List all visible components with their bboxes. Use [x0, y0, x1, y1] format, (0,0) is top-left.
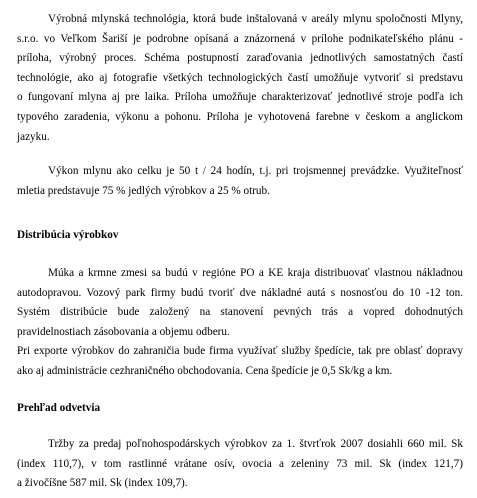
- section-heading-distribution: Distribúcia výrobkov: [17, 229, 119, 241]
- text-line: o fungovaní mlyna aj pre laika. Príloha umožňuje charakterizovať jednotlivé stroje podľa ich: [17, 91, 463, 104]
- text-line: Výrobná mlynská technológia, ktorá bude inštalovaná v areály mlynu spoločnosti Mlyny,: [48, 13, 463, 25]
- text-line: typového zaradenia, výkonu a pohonu. Príloha je vyhotovená farebne v českom a anglickom: [17, 110, 463, 123]
- text-line: a živočíšne 587 mil. Sk (index 109,7).: [17, 477, 188, 490]
- text-line: Tržby za predaj poľnohospodárskych výrobkov za 1. štvrťrok 2007 dosiahli 660 mil. Sk: [48, 438, 463, 450]
- section-heading-industry-overview: Prehľad odvetvia: [17, 402, 101, 414]
- text-line: ako aj administrácie cezhraničného obchodovania. Cena špedície je 0,5 Sk/kg a km.: [17, 364, 393, 377]
- text-line: pravidelnostiach zásobovania a objemu odberu.: [17, 325, 230, 338]
- text-line: Systém distribúcie bude založený na stanovení pevných trás a vopred dohodnutých: [17, 306, 463, 319]
- paragraph-distribution: [17, 264, 463, 382]
- paragraph-mill-output: [17, 162, 463, 201]
- text-line: autodopravou. Vozový park firmy budú tvoriť dve nákladné autá s nosnosťou do 10 -12 ton.: [17, 286, 463, 299]
- text-line: s.r.o. vo Veľkom Šariší je podrobne opísaná a znázornená v prílohe podnikateľského plánu -: [17, 32, 463, 45]
- paragraph-industry-sales: [17, 435, 463, 494]
- text-line: Výkon mlynu ako celku je 50 t / 24 hodín, t.j. pri trojsmennej prevádzke. Využiteľnosť: [48, 165, 463, 177]
- text-line: mletia predstavuje 75 % jedlých výrobkov a 25 % otrub.: [17, 184, 270, 197]
- text-line: príloha, výrobný proces. Schéma postupností zaraďovania jednotlivých samostatných častí: [17, 52, 463, 65]
- text-line: Pri exporte výrobkov do zahraničia bude firma využívať služby špedície, tak pre oblasť dopravy: [17, 345, 463, 358]
- text-line: technológie, ako aj fotografie všetkých technologických častí umožňuje vytvoriť si predstavu: [17, 71, 463, 84]
- paragraph-mill-technology: [17, 10, 463, 147]
- text-line: jazyku.: [17, 130, 50, 143]
- text-line: Múka a krmne zmesi sa budú v regióne PO a KE kraja distribuovať vlastnou nákladnou: [48, 267, 463, 279]
- text-line: (index 110,7), v tom rastlinné vrátane osív, ovocia a zeleniny 73 mil. Sk (index 121,7): [17, 457, 463, 470]
